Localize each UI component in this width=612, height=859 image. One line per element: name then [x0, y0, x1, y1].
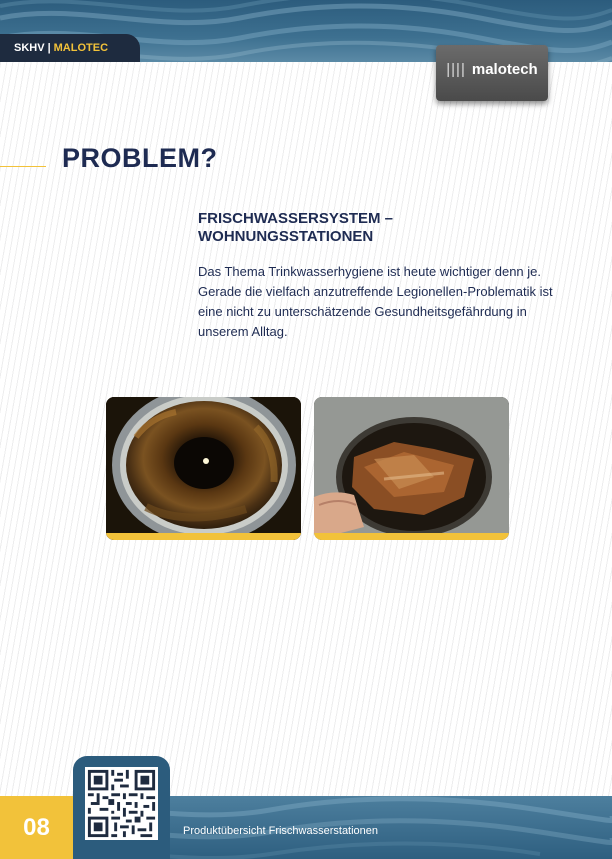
malotech-logo [436, 45, 548, 101]
brand-primary: SKHV [14, 42, 45, 54]
section-body: Das Thema Trinkwasserhygiene ist heute wichtiger denn je. Gerade die vielfach anzutreffende Legionellen-Problematik ist eine nicht zu unterschätzende Gesundheitsgefährdung in unserem Alltag. [198, 264, 553, 339]
qr-code-card[interactable] [73, 756, 170, 859]
corroded-pipe-interior-photo [106, 397, 301, 540]
page-number: 08 [0, 796, 73, 859]
page-title: PROBLEM? [62, 143, 218, 173]
qr-code-icon[interactable] [85, 767, 158, 840]
brand-separator: | [47, 42, 51, 54]
brand-secondary: MALOTEC [53, 42, 109, 54]
footer-caption: Produktübersicht Frischwasserstationen [183, 825, 379, 837]
logo-text: malotech [471, 60, 538, 78]
logo-bars-icon: |||| [446, 60, 466, 78]
headline-accent-line [0, 166, 46, 167]
brand-tag [0, 34, 140, 62]
scaled-pipe-deposit-photo [314, 397, 509, 540]
section-title: FRISCHWASSERSYSTEM – WOHNUNGSSTATIONEN [198, 210, 394, 245]
